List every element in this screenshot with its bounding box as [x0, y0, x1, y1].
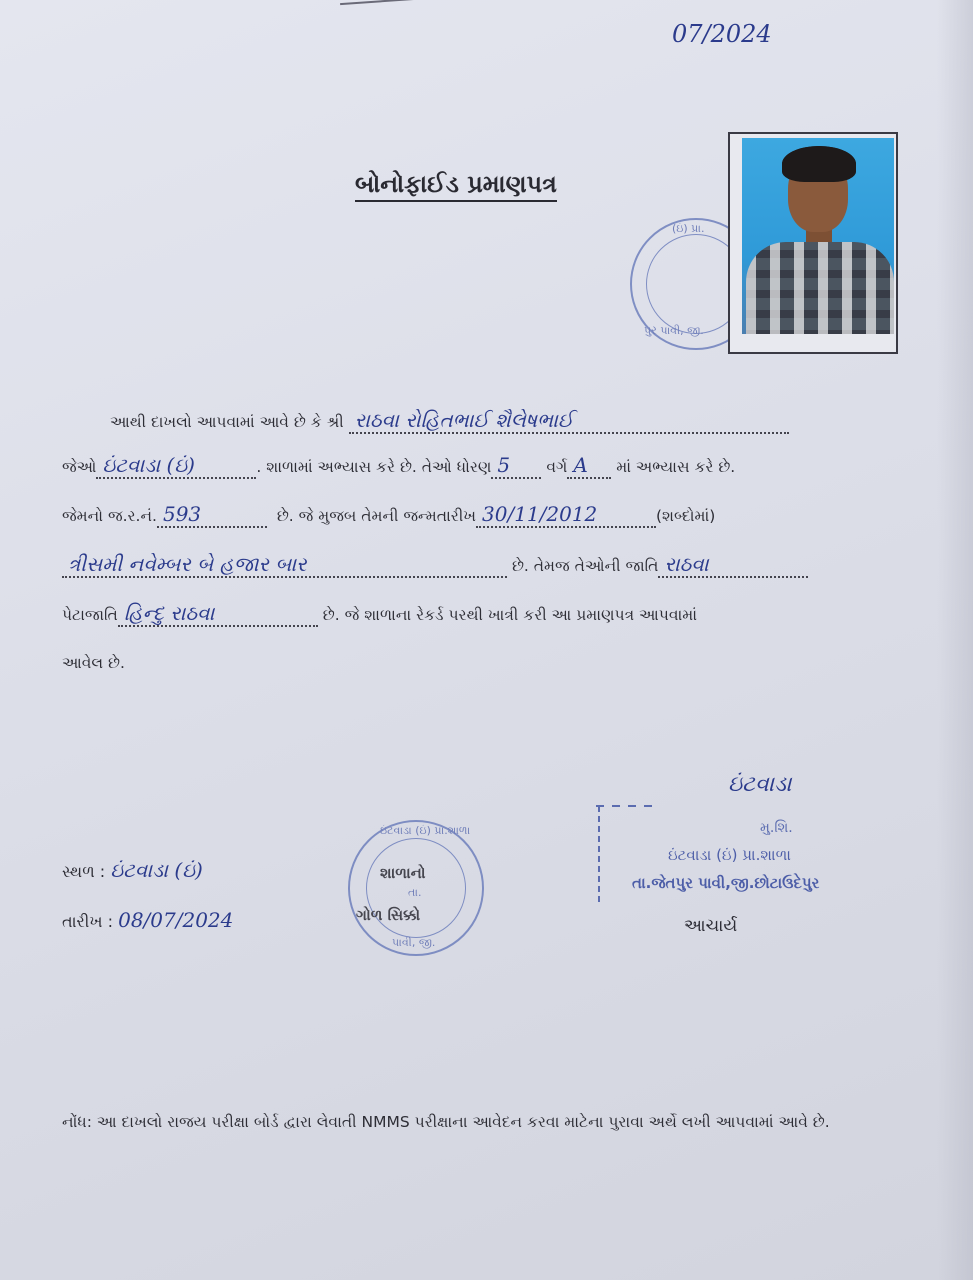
- date-row: [62, 908, 233, 932]
- student-photo-frame: [728, 132, 898, 354]
- date-label: તારીખ :: [62, 912, 114, 931]
- student-name-field: [349, 408, 789, 434]
- body-line-1: [110, 408, 789, 434]
- line2-mid: . શાળામાં અભ્યાસ કરે છે. તેઓ ધોરણ: [256, 458, 492, 476]
- certificate-title: બોનોફાઈડ પ્રમાણપત્ર: [355, 170, 557, 202]
- birth-date-words: ત્રીસમી નવેમ્બર બે હજાર બાર: [68, 552, 307, 576]
- date-value: 08/07/2024: [118, 908, 234, 932]
- division-value: A: [573, 453, 588, 477]
- division-field: [567, 453, 611, 479]
- birth-date-field: [476, 502, 656, 528]
- body-line-5: [62, 601, 697, 627]
- place-label: સ્થળ :: [62, 862, 106, 881]
- body-line-3: [62, 502, 715, 528]
- round-stamp-ta-text: તા.: [408, 886, 422, 899]
- place-row: [62, 858, 203, 882]
- school-name: ઇંટવાડા (ઇં): [102, 453, 195, 477]
- place-value: ઇંટવાડા (ઇં): [110, 858, 203, 882]
- line5-prefix: પેટાજાતિ: [62, 606, 118, 624]
- caste-value: રાઠવા: [664, 552, 709, 576]
- body-line-4: [62, 552, 808, 578]
- signature-role: મુ.શિ.: [760, 820, 793, 836]
- school-field: [96, 453, 256, 479]
- standard-field: [491, 453, 541, 479]
- body-line-2: [62, 453, 735, 479]
- gr-number-field: [157, 502, 267, 528]
- reference-number: 07/2024: [672, 20, 772, 48]
- birth-date-words-field: [62, 552, 507, 578]
- student-name: રાઠવા રોહિતભાઈ શૈલેષભાઈ: [354, 408, 574, 432]
- standard-value: 5: [497, 453, 511, 477]
- caste-field: [658, 552, 808, 578]
- principal-signature: ઇંટવાડા: [728, 772, 792, 797]
- class-label: વર્ગ: [546, 458, 568, 476]
- line5-suffix: છે. જે શાળાના રેકર્ડ પરથી ખાત્રી કરી આ પ્રમાણપત્ર આપવામાં: [322, 606, 698, 624]
- stamp-text-bottom: પુર પાવી, જી.: [644, 324, 704, 337]
- top-edge-mark: [340, 0, 430, 5]
- subcaste-value: હિન્દુ રાઠવા: [123, 601, 215, 625]
- paper-edge: [937, 0, 973, 1280]
- signature-school: ઇંટવાડા (ઇં) પ્રા.શાળા: [668, 846, 791, 864]
- round-stamp-bottom-text: પાવી, જી.: [392, 936, 436, 949]
- line2-prefix: જેઓ: [62, 458, 97, 476]
- subcaste-field: [118, 601, 318, 627]
- school-round-stamp: [348, 820, 484, 956]
- line3-suffix: (શબ્દોમાં): [656, 507, 716, 525]
- principal-designation: આચાર્ય: [684, 916, 738, 936]
- student-photo: [742, 138, 894, 334]
- round-stamp-top-text: ઇંટવાડા (ઇં) પ્રા.શાળા: [380, 824, 471, 837]
- signature-address: તા.જેતપુર પાવી,જી.છોટાઉદેપુર: [632, 874, 820, 892]
- line1-prefix: આથી દાખલો આપવામાં આવે છે કે શ્રી: [110, 413, 344, 431]
- footer-note: નોંધ: આ દાખલો રાજય પરીક્ષા બોર્ડ દ્વારા લેવાતી NMMS પરીક્ષાના આવેદન કરવા માટેના પુરાવા અર્થે લખી આપવામાં આવે છે.: [62, 1113, 830, 1131]
- body-line-6: આવેલ છે.: [62, 654, 125, 672]
- line3-prefix: જેમનો જ.ર.નં.: [62, 507, 157, 525]
- round-stamp-mid-text: શાળાનો: [380, 864, 426, 882]
- round-stamp-seal-text: ગોળ સિક્કો: [356, 906, 421, 924]
- gr-number: 593: [162, 502, 202, 526]
- line4-mid: છે. તેમજ તેઓની જાતિ: [511, 557, 659, 575]
- photo-shirt: [746, 242, 894, 334]
- line2-suffix: માં અભ્યાસ કરે છે.: [616, 458, 736, 476]
- photo-hair-top: [782, 146, 856, 182]
- line3-mid: છે. જે મુજબ તેમની જન્મતારીખ: [276, 507, 476, 525]
- birth-date: 30/11/2012: [482, 502, 598, 526]
- stamp-text-top: (ઇં) પ્રા.: [672, 222, 705, 235]
